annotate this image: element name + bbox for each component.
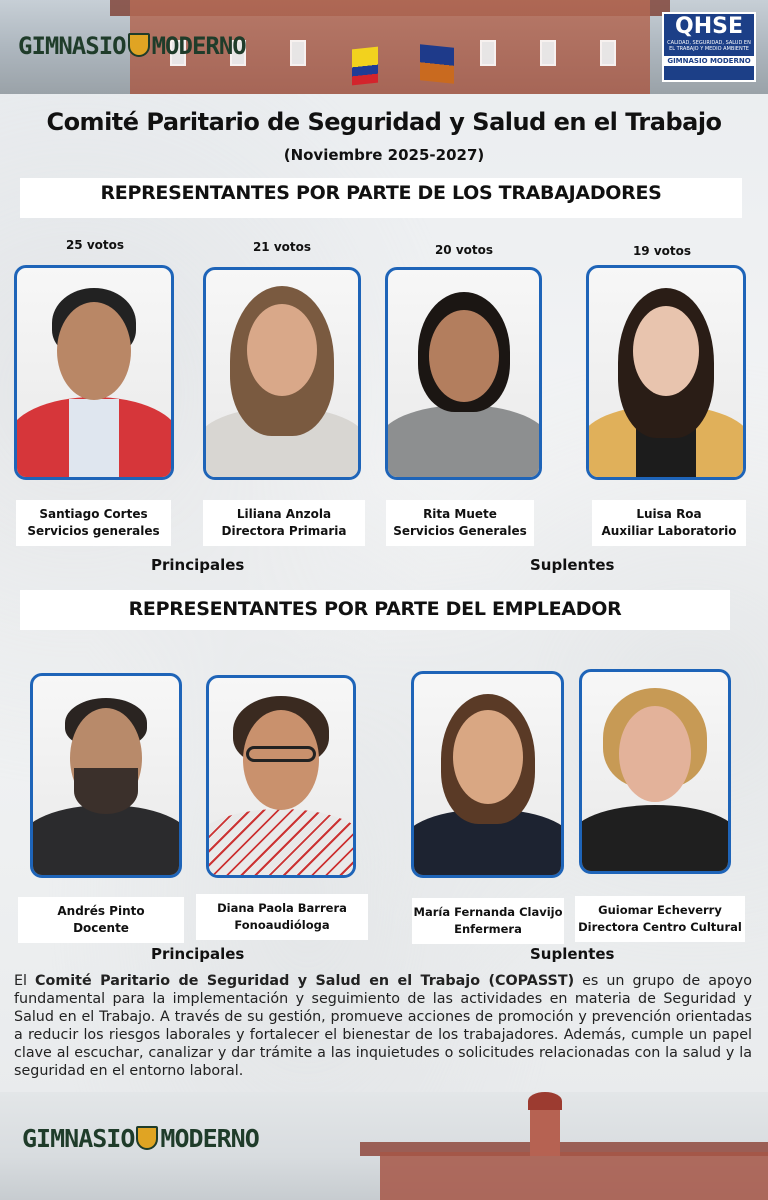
portrait-photo — [411, 671, 564, 878]
person-card — [386, 500, 534, 546]
person-name: Guiomar Echeverry — [598, 903, 722, 917]
person-card — [16, 500, 171, 546]
building-tower — [530, 1106, 560, 1156]
logo-text-left: GIMNASIO — [22, 1124, 135, 1153]
logo-text-right: MODERNO — [151, 32, 246, 60]
employer-heading: REPRESENTANTES POR PARTE DEL EMPLEADOR — [20, 590, 730, 630]
description-text: es un grupo de apoyo fundamental para la implementación y seguimiento de las actividades en materia de Seguridad y Salud en el Trabajo. A través de su gestión, promueve acciones de promoción y prevención orientadas a reducir los riesgos laborales y fortalecer el bienestar de los trabajadores. Además, cumple un papel clave al escuchar, canalizar y dar trámite a las inquietudes o solicitudes relacionadas con la salud y la seguridad en el entorno laboral. — [14, 973, 752, 1079]
qhse-brand: GIMNASIO MODERNO — [664, 56, 754, 66]
qhse-title: QHSE — [675, 14, 743, 39]
substitutes-label: Suplentes — [530, 556, 615, 574]
person-card — [592, 500, 746, 546]
person-role: Directora Primaria — [221, 524, 347, 538]
building-window — [540, 40, 556, 66]
portrait-photo — [579, 669, 731, 874]
person-card — [18, 897, 184, 943]
building-facade — [380, 1152, 768, 1200]
page-period: (Noviembre 2025-2027) — [283, 146, 485, 164]
votes-label: 25 votos — [65, 238, 125, 252]
logo-text-right: MODERNO — [160, 1124, 259, 1153]
portrait-photo — [14, 265, 174, 480]
person-role: Directora Centro Cultural — [578, 920, 742, 934]
person-role: Servicios generales — [27, 524, 160, 538]
portrait-photo — [203, 267, 361, 480]
person-name: Rita Muete — [423, 507, 497, 521]
person-name: María Fernanda Clavijo — [413, 905, 563, 919]
person-role: Docente — [73, 921, 129, 935]
votes-label: 20 votos — [434, 243, 494, 257]
portrait-photo — [586, 265, 746, 480]
person-role: Servicios Generales — [393, 524, 527, 538]
votes-label: 19 votos — [632, 244, 692, 258]
person-name: Santiago Cortes — [39, 507, 148, 521]
person-name: Liliana Anzola — [236, 507, 332, 521]
description-lead: El — [14, 973, 36, 989]
colombia-flag — [352, 47, 378, 86]
portrait-photo — [206, 675, 356, 878]
qhse-subtitle: CALIDAD, SEGURIDAD, SALUD EN EL TRABAJO Y MEDIO AMBIENTE — [667, 40, 751, 52]
building-tower-top — [528, 1092, 562, 1110]
portrait-photo — [30, 673, 182, 878]
page-title: Comité Paritario de Seguridad y Salud en el Trabajo — [46, 108, 722, 136]
portrait-photo — [385, 267, 542, 480]
person-role: Auxiliar Laboratorio — [601, 524, 737, 538]
person-name: Luisa Roa — [636, 507, 702, 521]
person-name: Andrés Pinto — [57, 904, 145, 918]
building-window — [480, 40, 496, 66]
logo-text-left: GIMNASIO — [18, 32, 126, 60]
school-logo — [22, 1124, 259, 1153]
principals-label: Principales — [151, 556, 245, 574]
person-card — [203, 500, 365, 546]
person-role: Enfermera — [454, 922, 522, 936]
footer-banner — [0, 1092, 768, 1200]
header-banner — [0, 0, 768, 94]
building-window — [290, 40, 306, 66]
shield-icon — [128, 33, 150, 57]
workers-heading: REPRESENTANTES POR PARTE DE LOS TRABAJADORES — [20, 178, 742, 218]
qhse-badge — [662, 12, 756, 82]
person-name: Diana Paola Barrera — [217, 901, 347, 915]
votes-label: 21 votos — [252, 240, 312, 254]
principals-label: Principales — [151, 945, 245, 963]
person-role: Fonoaudióloga — [234, 918, 330, 932]
description-bold: Comité Paritario de Seguridad y Salud en el Trabajo (COPASST) — [35, 973, 575, 989]
person-card — [196, 894, 368, 940]
school-logo — [18, 32, 246, 60]
building-window — [600, 40, 616, 66]
person-card — [575, 896, 745, 942]
shield-icon — [136, 1126, 158, 1150]
person-card — [412, 898, 564, 944]
description-paragraph — [14, 972, 752, 1080]
school-flag — [420, 44, 454, 84]
substitutes-label: Suplentes — [530, 945, 615, 963]
